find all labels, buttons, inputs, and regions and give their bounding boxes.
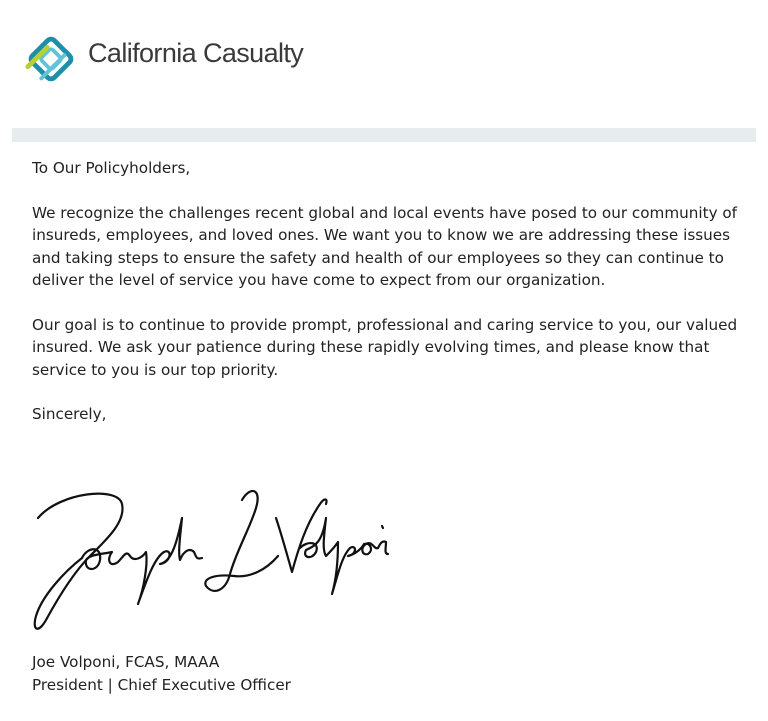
signer-name: Joe Volponi, FCAS, MAAA bbox=[32, 653, 220, 671]
header-divider-band bbox=[12, 128, 756, 142]
salutation: To Our Policyholders, bbox=[32, 159, 191, 177]
paragraph-2: Our goal is to continue to provide prompt, professional and caring service to you, our valued insured. We ask your patience during these rapidly evolving times, and please know that service to you is our top priority. bbox=[32, 315, 738, 379]
signature-block bbox=[32, 651, 291, 696]
signer-title: President | Chief Executive Officer bbox=[32, 675, 291, 694]
closing: Sincerely, bbox=[32, 405, 107, 423]
letter-body bbox=[32, 157, 742, 426]
letter-header bbox=[0, 0, 768, 128]
handwritten-signature bbox=[30, 478, 390, 638]
brand-name: California Casualty bbox=[88, 38, 304, 68]
california-casualty-logo-icon bbox=[22, 30, 80, 88]
paragraph-1: We recognize the challenges recent global and local events have posed to our community of insureds, employees, and loved ones. We want you to know we are addressing these issues and taking steps to ensure the safety and health of our employees so they can continue to deliver the level of service you have come to expect from our organization. bbox=[32, 203, 738, 289]
